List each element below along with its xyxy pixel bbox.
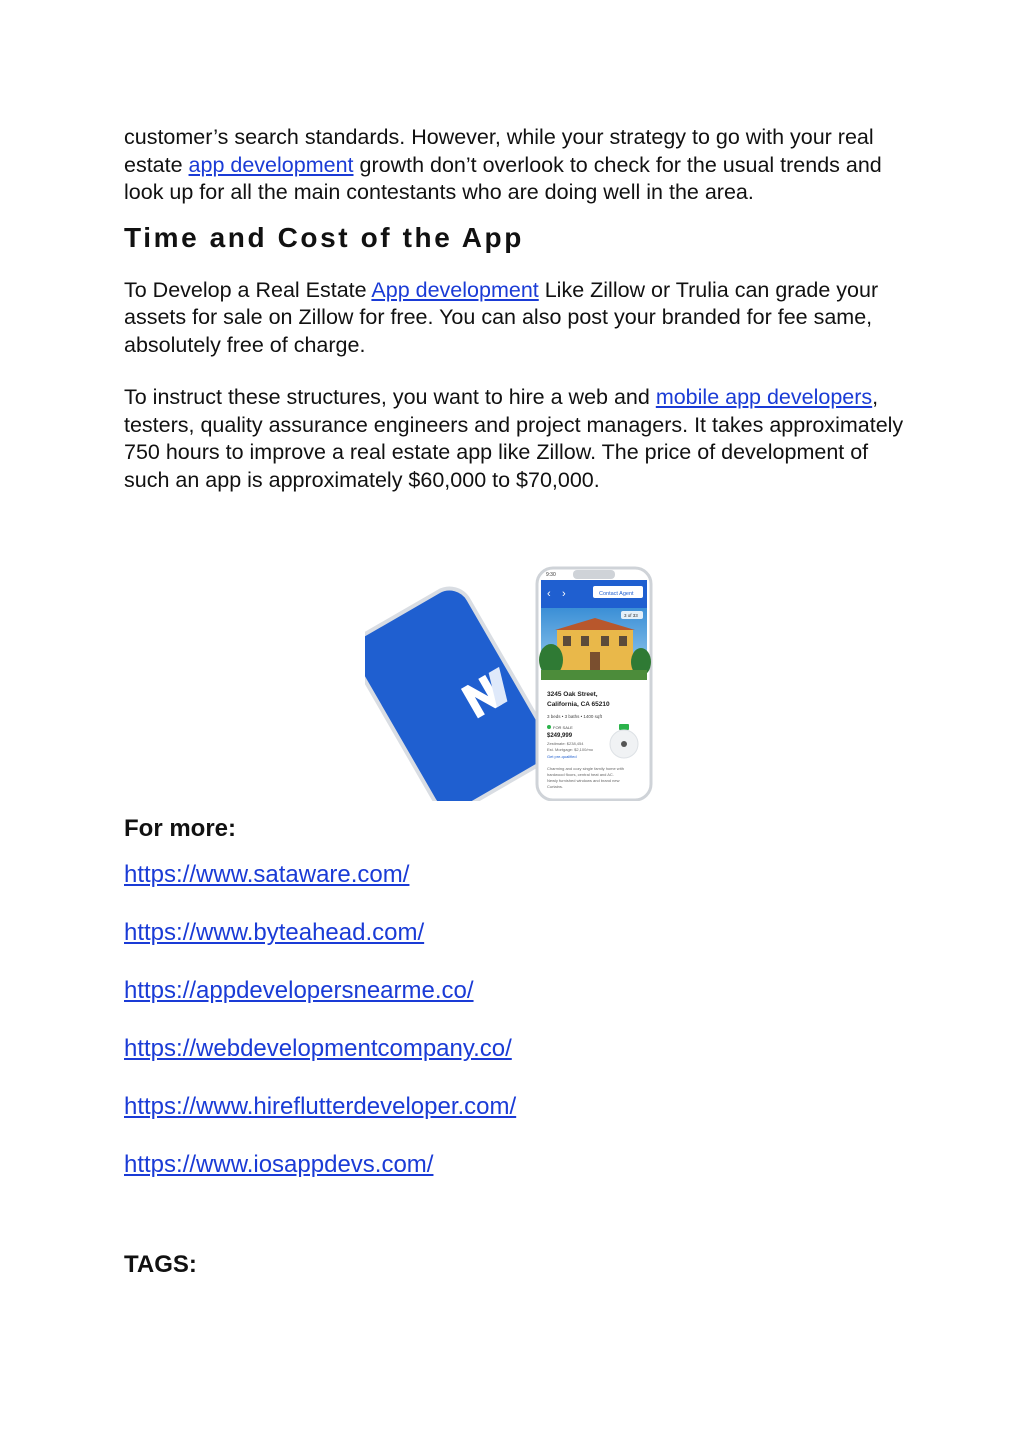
description-line-1: Charming and cozy single family home with (547, 766, 624, 771)
mortgage-estimate: Est. Mortgage: $2,100/mo (547, 747, 594, 752)
paragraph-intro: customer’s search standards. However, while your strategy to go with your real estate app development growth don’t overlook to check for the usual trends and look up for all the main contestants who are doing well in the area. (124, 125, 882, 204)
for-more-heading: For more: (124, 815, 237, 842)
forward-arrow-icon[interactable]: › (562, 588, 566, 600)
for-sale-badge: FOR SALE (553, 725, 573, 730)
prequalify-link[interactable]: Get pre-qualified (547, 754, 577, 759)
photo-counter: 3 of 33 (624, 613, 638, 618)
app-development-link-2[interactable]: App development (371, 277, 539, 302)
listing-price: $249,999 (547, 733, 573, 739)
status-time: 9:30 (546, 572, 556, 578)
back-arrow-icon[interactable]: ‹ (547, 588, 551, 600)
section-heading: Time and Cost of the App (124, 221, 524, 253)
mobile-app-developers-link[interactable]: mobile app developers (655, 385, 873, 409)
link-iosappdevs[interactable]: https://www.iosappdevs.com/ (124, 1151, 434, 1178)
contact-agent-button[interactable]: Contact Agent (599, 591, 634, 597)
link-byteahead[interactable]: https://www.byteahead.com/ (124, 919, 425, 946)
upright-phone (537, 568, 651, 800)
description-line-3: Newly furnished windows and brand new (547, 778, 620, 783)
phone-mockup-illustration (365, 566, 655, 801)
link-hireflutterdeveloper[interactable]: https://www.hireflutterdeveloper.com/ (124, 1093, 517, 1120)
link-appdevelopersnearme[interactable]: https://appdevelopersnearme.co/ (124, 977, 474, 1004)
home-specs: 3 beds • 3 baths • 1400 sqft (547, 714, 602, 719)
link-sataware[interactable]: https://www.sataware.com/ (124, 861, 410, 888)
tags-heading: TAGS: (124, 1251, 197, 1278)
description-line-4: Curtains. (547, 784, 564, 789)
app-mockup-image (365, 566, 655, 801)
tilted-phone (365, 581, 558, 801)
description-line-2: hardwood floors, central heat and AC. (547, 772, 614, 777)
reference-links (124, 860, 516, 1208)
app-development-link[interactable]: app development (188, 152, 354, 177)
article-body (124, 124, 904, 494)
address-line-2: California, CA 65210 (547, 701, 610, 708)
link-webdevelopmentcompany[interactable]: https://webdevelopmentcompany.co/ (124, 1035, 512, 1062)
zestimate: Zestimate: $238,454 (547, 741, 584, 746)
paragraph-cost: To instruct these structures, you want to hire a web and mobile app developers, testers, quality assurance engineers and project managers. It takes approximately 750 hours to improve a real estate app like Zillow. The price of development of such an app is approximately $60,000 to $70,000. (124, 385, 904, 492)
paragraph-develop: To Develop a Real Estate App development Like Zillow or Trulia can grade your assets for sale on Zillow for free. You can also post your branded for fee same, absolutely free of charge. (124, 277, 879, 357)
address-line-1: 3245 Oak Street, (547, 691, 598, 698)
